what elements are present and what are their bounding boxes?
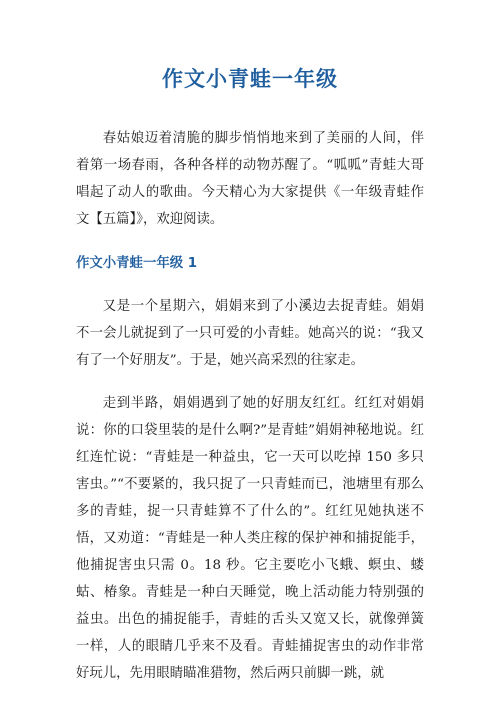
body-paragraph-2: 走到半路，娟娟遇到了她的好朋友红红。红红对娟娟说：你的口袋里装的是什么啊?”是青蛙”娟娟神秘地说。红红连忙说：“青蛙是一种益虫，它一天可以吃掉 150 多只害虫。”“不要紧的，我只捉了一只青蛙而已，池塘里有那么多的青蛙，捉一只青蛙算不了什么的”。红红见她执迷不悟，又劝道：“青蛙是一种人类庄稼的保护神和捕捉能手，他捕捉害虫只需 0。18 秒。它主要吃小飞蛾、螟虫、蝼蛄、椿象。青蛙是一种白天睡觉，晚上活动能力特别强的益虫。出色的捕捉能手，青蛙的舌头又宽又长，就像弹簧一样，人的眼睛几乎来不及看。青蛙捕捉害虫的动作非常好玩儿，先用眼睛瞄准猎物，然后两只前脚一跳，就 <box>76 396 424 681</box>
intro-paragraph: 春姑娘迈着清脆的脚步悄悄地来到了美丽的人间，伴着第一场春雨，各种各样的动物苏醒了。“呱呱”青蛙大哥唱起了动人的歌曲。今天精心为大家提供《一年级青蛙作文【五篇】》，欢迎阅读。 <box>76 131 424 227</box>
section-heading: 作文小青蛙一年级 1 <box>76 256 198 271</box>
document-title: 作文小青蛙一年级 <box>162 67 338 91</box>
body-paragraph-1: 又是一个星期六，娟娟来到了小溪边去捉青蛙。娟娟不一会儿就捉到了一只可爱的小青蛙。她高兴的说：“我又有了一个好朋友”。于是，她兴高采烈的往家走。 <box>76 299 424 368</box>
